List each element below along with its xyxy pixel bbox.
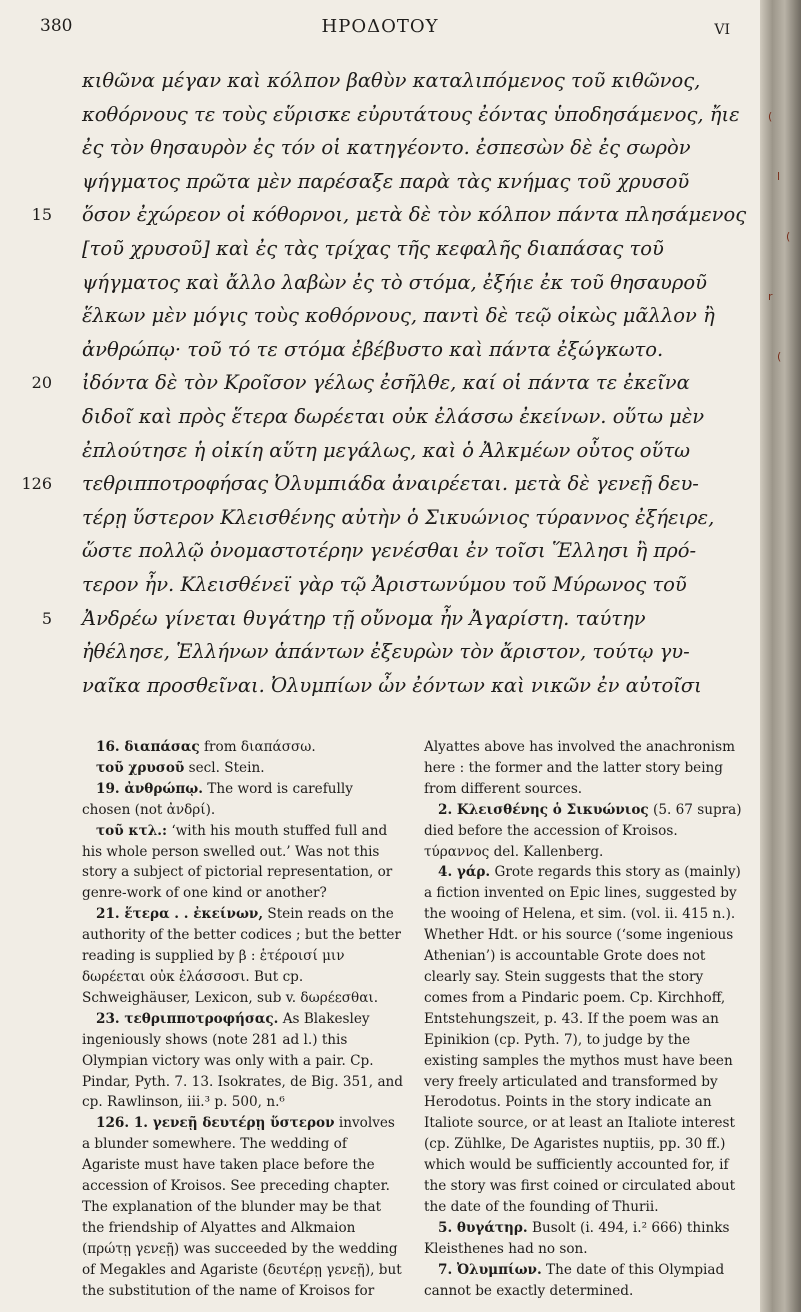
text-line: [0, 64, 760, 98]
note-text: The date of this Olympiad cannot be exactly determined.: [424, 1261, 725, 1299]
note-entry: [424, 1260, 747, 1302]
note-text: Grote regards this story as (mainly) a fiction invented on Epic lines, suggested by the wooing of Helena, et sim. (vol. ii. 415 n.). Whether Hdt. or his source (‘some ingenious Athenian’) is accountable Grote does not clearly say. Stein suggests that the story comes from a Pindaric poem. Cp. Kirchhoff, Entstehungszeit, p. 43. If the poem was an Epinikion (cp. Pyth. 7), to judge by the existing samples the mythos must have been very freely articulated and transformed by Herodotus. Points in the story indicate an Italiote source, or at least an Italiote interest (cp. Zühlke, De Agaristes nuptiis, pp. 30 ff.) which would be sufficiently accounted for, if the story was first coined or circulated about the date of the founding of Thurii.: [424, 864, 741, 1215]
note-text: from διαπάσσω.: [204, 739, 316, 755]
text-line: [0, 98, 760, 132]
notes-right-column: [424, 737, 747, 1301]
note-entry: [82, 779, 405, 821]
note-text: The word is carefully chosen (not ἀνδρί).: [82, 780, 353, 818]
line-text: τεθριπποτροφήσας Ὀλυμπιάδα ἀναιρέεται. μετὰ δὲ γενεῇ δευ-: [82, 472, 699, 496]
text-line: [0, 602, 760, 636]
note-text: Busolt (i. 494, i.² 666) thinks Kleisthenes had no son.: [424, 1219, 730, 1257]
line-text: ἐς τὸν θησαυρὸν ἐς τόν οἱ κατηγέοντο. ἐσπεσὼν δὲ ἐς σωρὸν: [82, 136, 691, 160]
note-entry: [82, 758, 405, 779]
note-lemma: 23. τεθριπποτροφήσας.: [96, 1010, 279, 1027]
text-line: [0, 434, 760, 468]
text-line: [0, 165, 760, 199]
note-entry: [82, 1113, 405, 1301]
line-text: τερον ἦν. Κλεισθένεϊ γὰρ τῷ Ἀριστωνύμου τοῦ Μύρωνος τοῦ: [82, 572, 687, 596]
text-line: [0, 198, 760, 232]
note-lemma: 7. Ὀλυμπίων.: [438, 1261, 542, 1278]
note-text: As Blakesley ingeniously shows (note 281 ad l.) this Olympian victory was only with a pair. Cp. Pindar, Pyth. 7. 13. Isokrates, de Big. 351, and cp. Rawlinson, iii.³ p. 500, n.⁶: [82, 1010, 404, 1111]
text-line: [0, 534, 760, 568]
edge-mark: l: [777, 170, 781, 183]
edge-mark: (: [777, 350, 782, 363]
line-text: ἠθέλησε, Ἑλλήνων ἁπάντων ἐξευρὼν τὸν ἄριστον, τούτῳ γυ-: [82, 640, 690, 664]
text-line: [0, 501, 760, 535]
note-entry: [424, 800, 747, 863]
line-text: Ἀνδρέω γίνεται θυγάτηρ τῇ οὔνομα ἦν Ἀγαρίστη. ταύτην: [82, 606, 646, 630]
note-lemma: 16. διαπάσας: [96, 739, 200, 755]
line-text: κοθόρνους τε τοὺς εὕρισκε εὐρυτάτους ἐόντας ὑποδησάμενος, ἤιε: [82, 102, 740, 126]
note-lemma: 2. Κλεισθένης ὁ Σικυώνιος: [438, 801, 649, 818]
note-lemma: 21. ἕτερα . . ἐκείνων,: [96, 906, 264, 923]
note-lemma: 19. ἀνθρώπῳ.: [96, 780, 203, 797]
note-entry: [424, 737, 747, 800]
note-lemma: τοῦ χρυσοῦ: [96, 759, 185, 776]
text-line: [0, 400, 760, 434]
note-entry: [82, 1009, 405, 1114]
line-text: ὥστε πολλῷ ὀνομαστοτέρην γενέσθαι ἐν τοῖσι Ἕλλησι ἢ πρό-: [82, 539, 697, 563]
line-text: ἕλκων μὲν μόγις τοὺς κοθόρνους, παντὶ δὲ τεῷ οἰκὼς μᾶλλον ἢ: [82, 304, 715, 328]
note-entry: [424, 1218, 747, 1260]
running-title: ΗΡΟΔΟΤΟΥ: [321, 16, 439, 37]
line-text: διδοῖ καὶ πρὸς ἕτερα δωρέεται οὐκ ἐλάσσω ἐκείνων. οὕτω μὲν: [82, 404, 705, 428]
line-text: ψήγματος πρῶτα μὲν παρέσαξε παρὰ τὰς κνήμας τοῦ χρυσοῦ: [82, 169, 690, 193]
notes-left-column: [82, 737, 405, 1301]
note-entry: [82, 821, 405, 905]
line-text: ναῖκα προσθεῖναι. Ὀλυμπίων ὦν ἐόντων καὶ νικῶν ἐν αὐτοῖσι: [82, 673, 702, 697]
line-text: ψήγματος καὶ ἄλλο λαβὼν ἐς τὸ στόμα, ἐξήιε ἐκ τοῦ θησαυροῦ: [82, 270, 707, 294]
text-line: [0, 131, 760, 165]
note-lemma: 126. 1. γενεῇ δευτέρῃ ὕστερον: [96, 1115, 335, 1132]
line-text: ἰδόντα δὲ τὸν Κροῖσον γέλως ἐσῆλθε, καί οἱ πάντα τε ἐκεῖνα: [82, 371, 690, 395]
line-number: 126: [21, 474, 52, 494]
note-text: (5. 67 supra) died before the accession of Kroisos. τύραννος del. Kallenberg.: [424, 801, 742, 860]
text-line: [0, 467, 760, 501]
note-lemma: τοῦ κτλ.:: [96, 822, 167, 839]
text-line: [0, 266, 760, 300]
book-number: VI: [714, 22, 730, 38]
text-line: [0, 232, 760, 266]
text-line: [0, 299, 760, 333]
line-text: ἐπλούτησε ἡ οἰκίη αὕτη μεγάλως, καὶ ὁ Ἀλκμέων οὗτος οὕτω: [82, 438, 691, 462]
line-text: τέρῃ ὕστερον Κλεισθένης αὐτὴν ὁ Σικυώνιος τύραννος ἐξήειρε,: [82, 505, 715, 529]
note-entry: [424, 862, 747, 1217]
edge-mark: (: [768, 110, 773, 123]
edge-mark: (: [786, 230, 791, 243]
note-text: ‘with his mouth stuffed full and his whole person swelled out.’ Was not this story a subject of pictorial representation, or genre-work of one kind or another?: [82, 822, 393, 902]
line-number: 5: [41, 608, 52, 628]
line-number: 20: [31, 373, 52, 393]
line-text: ὅσον ἐχώρεον οἱ κόθορνοι, μετὰ δὲ τὸν κόλπον πάντα πλησάμενος: [82, 203, 747, 227]
page-edge-stack: [760, 0, 801, 1312]
page-number: 380: [40, 16, 73, 36]
note-text: Stein reads on the authority of the better codices ; but the better reading is supplied by β : ἑτέροισί μιν δωρέεται οὐκ ἐλάσσοσι. But cp. Schweighäuser, Lexicon, sub v. δωρέεσθαι.: [82, 906, 401, 1006]
note-text: secl. Stein.: [188, 759, 265, 776]
note-entry: [82, 737, 405, 758]
line-text: ἀνθρώπῳ· τοῦ τό τε στόμα ἐβέβυστο καὶ πάντα ἐξώγκωτο.: [82, 337, 664, 361]
edge-mark: r: [768, 290, 773, 303]
line-number: 15: [31, 205, 52, 225]
note-text: involves a blunder somewhere. The wedding of Agariste must have taken place before the accession of Kroisos. See preceding chapter. The explanation of the blunder may be that the friendship of Alyattes and Alkmaion (πρώτῃ γενεῇ) was succeeded by the wedding of Megakles and Agariste (δευτέρῃ γενεῇ), but the substitution of the name of Kroisos for: [82, 1115, 402, 1299]
line-text: [τοῦ χρυσοῦ] καὶ ἐς τὰς τρίχας τῆς κεφαλῆς διαπάσας τοῦ: [82, 236, 664, 260]
text-line: [0, 366, 760, 400]
text-line: [0, 635, 760, 669]
text-line: [0, 669, 760, 703]
note-entry: [82, 904, 405, 1009]
note-text: Alyattes above has involved the anachronism here : the former and the latter story being from different sources.: [424, 739, 736, 797]
greek-text-block: [0, 64, 760, 702]
text-line: [0, 333, 760, 367]
note-lemma: 4. γάρ.: [438, 864, 491, 881]
page-header: [0, 16, 760, 46]
note-lemma: 5. θυγάτηρ.: [438, 1219, 528, 1236]
line-text: κιθῶνα μέγαν καὶ κόλπον βαθὺν καταλιπόμενος τοῦ κιθῶνος,: [82, 69, 701, 92]
text-line: [0, 568, 760, 602]
